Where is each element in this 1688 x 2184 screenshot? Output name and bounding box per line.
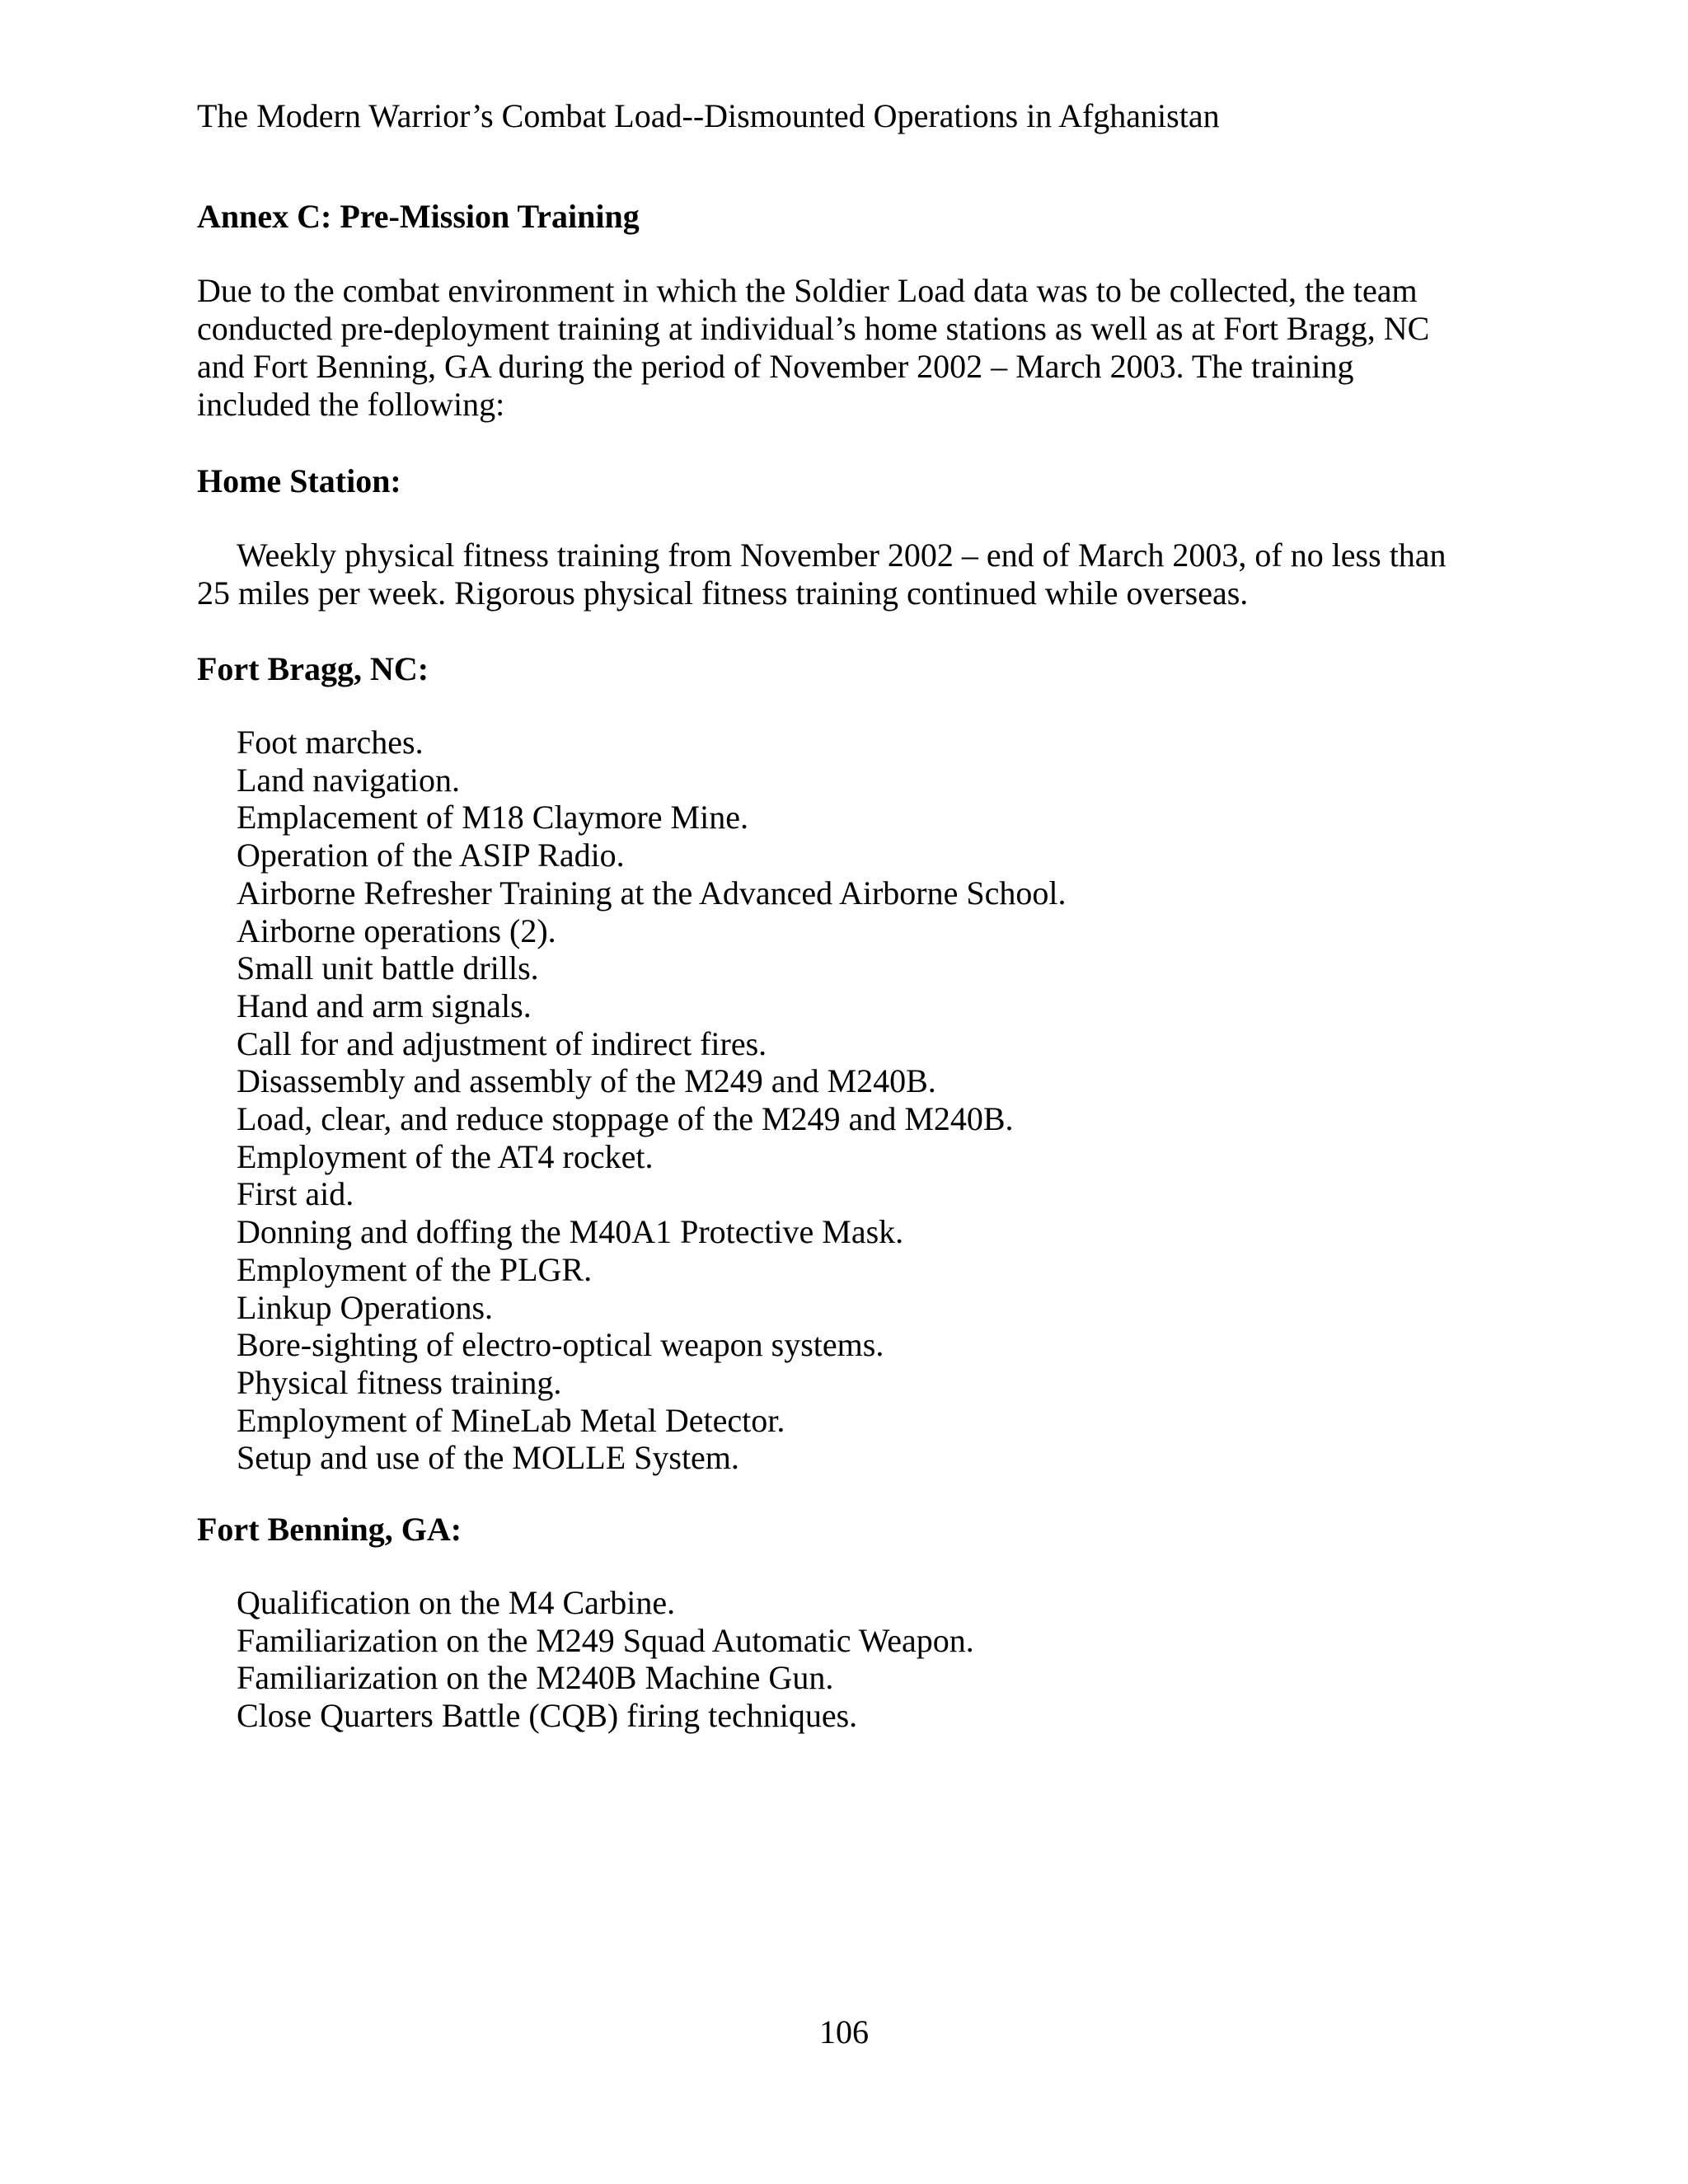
- home-station-heading: Home Station:: [197, 462, 401, 499]
- list-item: Donning and doffing the M40A1 Protective Mask.: [237, 1213, 904, 1251]
- list-item: Disassembly and assembly of the M249 and M240B.: [237, 1062, 936, 1100]
- intro-line: and Fort Benning, GA during the period of November 2002 – March 2003. The training: [197, 348, 1354, 385]
- fort-bragg-heading: Fort Bragg, NC:: [197, 650, 429, 687]
- list-item: Hand and arm signals.: [237, 987, 532, 1024]
- list-item: Familiarization on the M240B Machine Gun.: [237, 1659, 834, 1697]
- running-header: The Modern Warrior’s Combat Load--Dismounted Operations in Afghanistan: [197, 97, 1220, 134]
- list-item: Bore-sighting of electro-optical weapon systems.: [237, 1326, 884, 1364]
- home-station-line: Weekly physical fitness training from November 2002 – end of March 2003, of no less than: [237, 537, 1447, 574]
- fort-benning-heading: Fort Benning, GA:: [197, 1511, 462, 1548]
- list-item: Airborne Refresher Training at the Advanced Airborne School.: [237, 874, 1067, 912]
- list-item: Setup and use of the MOLLE System.: [237, 1439, 739, 1477]
- list-item: Airborne operations (2).: [237, 912, 556, 949]
- intro-line: included the following:: [197, 386, 505, 423]
- list-item: Qualification on the M4 Carbine.: [237, 1584, 676, 1621]
- fort-benning-list: [237, 1584, 974, 1735]
- list-item: Employment of the AT4 rocket.: [237, 1137, 654, 1175]
- list-item: Employment of the PLGR.: [237, 1250, 593, 1288]
- list-item: Call for and adjustment of indirect fires.: [237, 1024, 767, 1062]
- list-item: Operation of the ASIP Radio.: [237, 837, 625, 874]
- list-item: Employment of MineLab Metal Detector.: [237, 1401, 785, 1439]
- list-item: Close Quarters Battle (CQB) firing techniques.: [237, 1697, 858, 1735]
- list-item: Land navigation.: [237, 761, 461, 799]
- list-item: Linkup Operations.: [237, 1288, 494, 1326]
- list-item: Small unit battle drills.: [237, 949, 539, 987]
- list-item: Physical fitness training.: [237, 1363, 562, 1401]
- intro-line: conducted pre-deployment training at individual’s home stations as well as at Fort Bragg, NC: [197, 310, 1430, 347]
- intro-paragraph: [197, 272, 1450, 424]
- fort-bragg-list: [237, 724, 1066, 1477]
- list-item: Emplacement of M18 Claymore Mine.: [237, 799, 748, 837]
- list-item: First aid.: [237, 1175, 354, 1213]
- list-item: Load, clear, and reduce stoppage of the M249 and M240B.: [237, 1100, 1014, 1138]
- home-station-paragraph: [197, 537, 1483, 612]
- list-item: Foot marches.: [237, 724, 424, 761]
- intro-line: Due to the combat environment in which the Soldier Load data was to be collected, the team: [197, 272, 1418, 309]
- page-number: 106: [819, 2013, 869, 2050]
- home-station-line: 25 miles per week. Rigorous physical fitness training continued while overseas.: [197, 574, 1249, 612]
- list-item: Familiarization on the M249 Squad Automatic Weapon.: [237, 1621, 974, 1659]
- annex-title: Annex C: Pre-Mission Training: [197, 198, 640, 235]
